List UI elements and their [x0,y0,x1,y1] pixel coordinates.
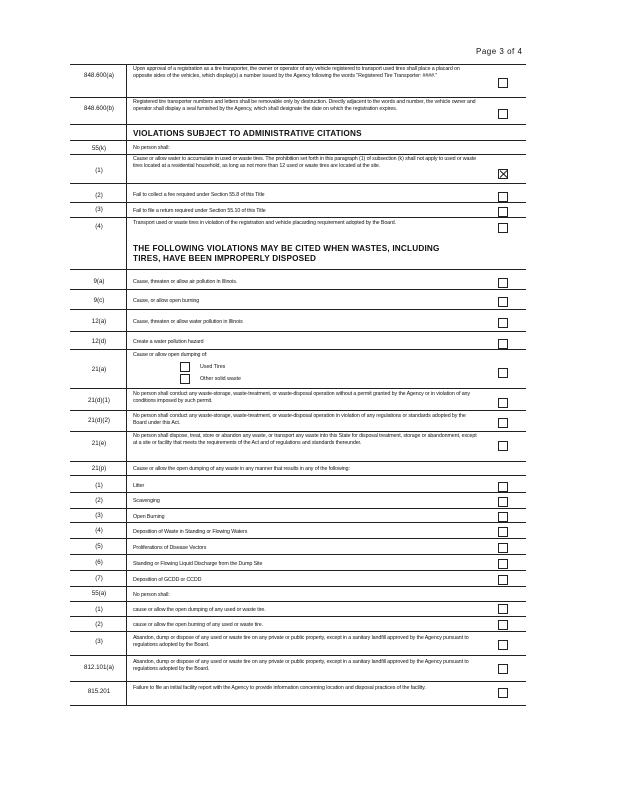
citation-ref: 9(a) [93,278,105,285]
violation-text: Cause or allow water to accumulate in used or waste tires. The prohibition set forth in this paragraph (1) of subsection (k) shall not apply to used or waste tires located at a residential household, as long as not more than 12 used or waste tires are located at the site. [133,156,477,170]
citation-ref: 21(a) [91,366,107,373]
violation-checkbox[interactable] [498,398,508,408]
divider [70,631,526,632]
divider [70,431,526,432]
citation-ref: 55(k) [91,145,107,152]
citation-ref: (2) [95,621,103,628]
divider [70,705,526,706]
divider [70,461,526,462]
violation-text: Litter [133,483,145,489]
violation-text: Cause or allow the open dumping of any waste in any manner that results in any of the following: [133,466,350,472]
citation-ref: (3) [95,206,103,213]
violation-checkbox[interactable] [498,207,508,217]
violation-checkbox[interactable] [498,664,508,674]
citation-ref: (1) [95,606,103,613]
citation-ref: (1) [95,167,103,174]
citation-ref: 9(c) [93,297,105,304]
violation-checkbox[interactable] [498,339,508,349]
violation-text: Deposition of Waste in Standing or Flowing Waters [133,529,248,535]
violation-checkbox[interactable] [498,620,508,630]
column-divider [126,64,127,705]
citation-ref: 21(e) [91,440,107,447]
violation-checkbox[interactable] [498,497,508,507]
divider [70,289,526,290]
section-heading: VIOLATIONS SUBJECT TO ADMINISTRATIVE CITATIONS [133,129,362,138]
divider [70,616,526,617]
violation-checkbox[interactable] [498,318,508,328]
violation-text: Open Burning [133,514,165,520]
violation-checkbox[interactable] [498,78,508,88]
citation-ref: (6) [95,559,103,566]
divider [70,475,526,476]
violation-checkbox[interactable] [498,527,508,537]
violation-checkbox[interactable] [498,297,508,307]
violation-text: Failure to file an initial facility report with the Agency to provide information concerning location and disposal practices of the facility. [133,685,426,691]
divider [70,410,526,411]
violation-text: Proliferations of Disease Vectors [133,545,207,551]
violation-checkbox[interactable] [498,109,508,119]
divider [70,202,526,203]
violation-checkbox[interactable] [498,418,508,428]
citation-ref: 21(d)(2) [87,417,110,424]
citation-ref: (5) [95,543,103,550]
violation-checkbox[interactable] [498,640,508,650]
citation-ref: (7) [95,575,103,582]
citation-ref: (2) [95,192,103,199]
citation-ref: (4) [95,223,103,230]
citation-ref: (1) [95,482,103,489]
citation-ref: (3) [95,512,103,519]
violation-checkbox[interactable] [498,482,508,492]
violation-text: Abandon, dump or dispose of any used or waste tire on any private or public property, except in a sanitary landfill approved by the Agency pursuant to regulations adopted by the Board. [133,635,469,649]
violation-text: Cause, threaten or allow air pollution in Illinois. [133,279,238,285]
section-heading: THE FOLLOWING VIOLATIONS MAY BE CITED WHEN WASTES, INCLUDING TIRES, HAVE BEEN IMPROPERLY DISPOSED [133,244,440,263]
other-waste-checkbox[interactable] [180,374,190,384]
divider [70,554,526,555]
violation-text: No person shall dispose, treat, store or abandon any waste, or transport any waste into this State for disposal treatment, storage or abandonment, except at a site or facility that meets the requirements of the Act and of regulations and standards thereunder. [133,433,477,447]
violation-checkbox[interactable] [498,368,508,378]
citation-ref: (2) [95,497,103,504]
citation-ref: (3) [95,638,103,645]
violation-text: Registered tire transporter numbers and letters shall be removable only by destruction. Directly adjacent to the words and number, the vehicle owner and operator shall display a seal furnished by the Agency, which shall designate the date on which the registration expires. [133,99,476,113]
divider [70,269,526,270]
divider [70,538,526,539]
citation-ref: 55(a) [91,590,107,597]
violation-text: No person shall: [133,592,170,598]
divider [70,655,526,656]
citation-ref: 815.201 [87,688,111,695]
violation-checkbox[interactable] [498,604,508,614]
citation-ref: 848.600(a) [84,72,114,79]
citation-ref: 12(d) [91,338,107,345]
violation-text: Transport used or waste tires in violation of the registration and vehicle placarding requirement adopted by the Board. [133,220,396,226]
divider [70,349,526,350]
violation-text: No person shall: [133,145,170,151]
other-waste-label: Other solid waste [200,376,241,382]
used-tires-label: Used Tires [200,364,226,370]
divider [70,681,526,682]
violation-text: Create a water pollution hazard [133,339,204,345]
violation-text: Standing or Flowing Liquid Discharge from the Dump Site [133,561,263,567]
divider [70,183,526,184]
divider [70,388,526,389]
violation-text: Upon approval of a registration as a tire transporter, the owner or operator of any vehicle registered to transport used tires shall place a placard on opposite sides of the vehicles, which display(s) a number issued by the Agency following the words "Registered Tire Transporter: ####." [133,66,460,80]
violation-text: Scavenging [133,498,160,504]
divider [70,492,526,493]
divider [70,331,526,332]
violation-checkbox[interactable] [498,441,508,451]
page-number: Page 3 of 4 [476,47,523,56]
divider [70,601,526,602]
violation-checkbox[interactable] [498,223,508,233]
divider [70,570,526,571]
violation-text: cause or allow the open dumping of any used or waste tire. [133,607,266,613]
violation-text: Fail to file a return required under Section 55.10 of this Title [133,208,266,214]
violation-checkbox-checked[interactable] [498,169,508,179]
violation-checkbox[interactable] [498,192,508,202]
divider [70,64,526,65]
divider [70,508,526,509]
violation-text: Abandon, dump or dispose of any used or waste tire on any private or public property, except in a sanitary landfill approved by the Agency pursuant to regulations adopted by the Board. [133,659,469,673]
citation-ref: 848.600(b) [84,105,114,112]
citation-ref: 21(d)(1) [87,397,110,404]
violation-checkbox[interactable] [498,559,508,569]
used-tires-checkbox[interactable] [180,362,190,372]
violation-text: Cause, or allow open burning [133,298,200,304]
violation-text: No person shall conduct any waste-storage, waste-treatment, or waste-disposal operation without a permit granted by the Agency or in violation of any conditions imposed by such permit. [133,391,470,405]
divider [70,586,526,587]
citation-ref: 21(p) [91,465,107,472]
violation-text: Cause, threaten or allow water pollution in Illinois [133,319,243,325]
divider [70,217,526,218]
divider [70,97,526,98]
citation-ref: (4) [95,527,103,534]
divider [70,124,526,125]
violation-checkbox[interactable] [498,575,508,585]
divider [70,140,526,141]
violation-checkbox[interactable] [498,512,508,522]
violation-checkbox[interactable] [498,278,508,288]
citation-ref: 12(a) [91,318,107,325]
violation-text: Fail to collect a fee required under Section 55.8 of this Title [133,192,265,198]
violation-text: No person shall conduct any waste-storage, waste-treatment, or waste-disposal operation in violation of any regulations or standards adopted by the Board under this Act. [133,413,466,427]
divider [70,522,526,523]
violation-checkbox[interactable] [498,688,508,698]
divider [70,154,526,155]
violation-checkbox[interactable] [498,543,508,553]
violation-text: Deposition of GCDD or CCDD [133,577,202,583]
violation-text: cause or allow the open burning of any used or waste tire. [133,622,263,628]
citation-ref: 812.101(a) [84,664,114,671]
divider [70,309,526,310]
violation-text: Cause or allow open dumping of: [133,352,208,358]
